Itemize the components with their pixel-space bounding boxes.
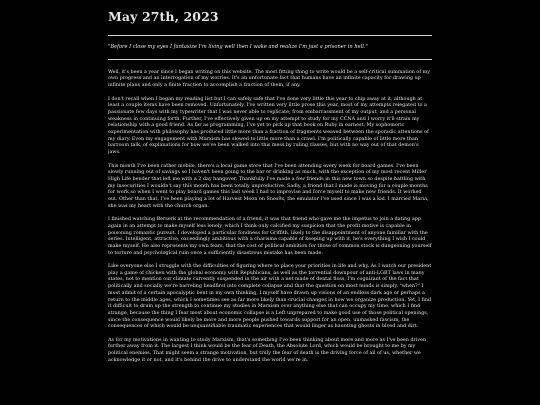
- epigraph-divider: [108, 59, 432, 60]
- paragraph-1: Well, it's been a year since I began writing on this website. The most fitting thing to write would be a self-critical summation of my own progress and an interrogation of my worries. It's an unfortunate fact that humans have an infinite capacity for drawing up infinite plans and only a finite fraction to accomplish a fraction of them, if any.: [108, 68, 430, 89]
- paragraph-5: Like everyone else I struggle with the difficulties of figuring where to place your priorities in life and why. As I watch our president play a game of chicken with the global economy with Republicans, as well as the torrential downpour of anti-LGBT laws in many states, not to mention our climate currently suspended in the air with a net made of dental floss, I'm cognizant of the fact that politically and socially we're barreling headfirst into complete collapse and that the question on most minds is simply, "when?" I must admit of a certain apocalyptic bent in my own thinking, I myself have drawn up visions of an endless dark age or perhaps a return to the middle ages, which I sometimes see as far more likely than crucial changes in how we organize production. Yet, I find it difficult to drum up the strength to continue my studies in Marxism over anything else that can occupy my time, which I find strange, because the thing I fear most about economic collapse is a Left unprepared to make good use of those political openings, since the consequence would likely be more and more people pushed towards support for an open, unmasked fascism, the consequences of which would be unquantifiable traumatic experiences that would linger as haunting ghosts in blood and dirt.: [108, 263, 432, 330]
- paragraph-2: I don't recall when I began my reading list but I can safely safe that I've done very little this year to chip away at it, although at least a couple items have been removed. Unfortunately, I've written very little prose this year, most of my attempts relegated to a passionate few days with my typewriter that I was never able to replicate; from embarrassment of my output, and a personal weakness in continuing forth. Further, I've effectively given up on my attempt to study for my CCNA and I worry it'll strain my relationship with a good friend. As far as programming, I've yet to pick up that book on Ruby in earnest. My sophomoric experimentation with philosophy has produced little more than a fraction of fragments weaved between the sporadic attentions of my diary. Even my engagement with Marxism has slowed to little more than a crawl. I'm politically capable of little more than barroom talk, of explanations for how we've been walked into this mess by ruling classes, but with no way out of that demon's jaws.: [108, 95, 429, 156]
- paragraph-4: I finished watching Berserk at the recommendation of a friend, it was that friend who gave me the impetus to join a dating app again in an attempt to make myself less lonely, which I think only calcified my suspicion that the profit motive is capable in poisoning romantic pursuit. I developed a particular fondness for Griffith, likely to the disappointment of anyone familiar with the series. Intelligent, attractive, exceedingly ambitious with a charisma capable of keeping up with it, he's everything I wish I could make myself. He also represents my own fears, that the cost of political ambition for those of common stock is dungeoning yourself to torture and psychological ruin once a sufficiently disastrous mistake has been made.: [108, 216, 432, 256]
- blog-post: [108, 0, 432, 405]
- title-divider: [108, 35, 432, 36]
- post-body: [108, 69, 432, 364]
- paragraph-3: This month I've been rather mobile, there's a local game store that I've been attending every week for board games. I've been slowly running out of savings so I haven't been going to the bar or drinking as much, with the exception of my most recent Miller High Life bender that left me with a 2 day hangover. Thankfully I've made a few friends in this new town so despite battling with my insecurities I wouldn't say this month has been totally unproductive. Sadly, a friend that I made is moving for a couple months for work so when I went to play board games this last week I had to improvise and force myself to make new friends. It worked out. Other than that, I've been playing a lot of Harvest Moon on Snes9x, the emulator I've used since I was a kid. I married Maria, she was my heart with the church organ.: [108, 162, 429, 209]
- epigraph-quote: "Before I close my eyes I fantasize I'm living well then I wake and realize I'm just a prisoner in hell.": [108, 44, 368, 50]
- paragraph-6: As for my motivations in wanting to study Marxism, that's something I've been thinking about more and more as I've been driven further away from it. The largest I think would be the fear of Death, the Absolute Lord, which would be brought to me by my political enemies. That might seem a strange motivation, but truly the fear of death is the driving force of all of us, whether we acknowledge it or not, and it's behind the drive to understand the world we're in.: [108, 336, 427, 363]
- post-date-title: May 27th, 2023: [108, 9, 219, 24]
